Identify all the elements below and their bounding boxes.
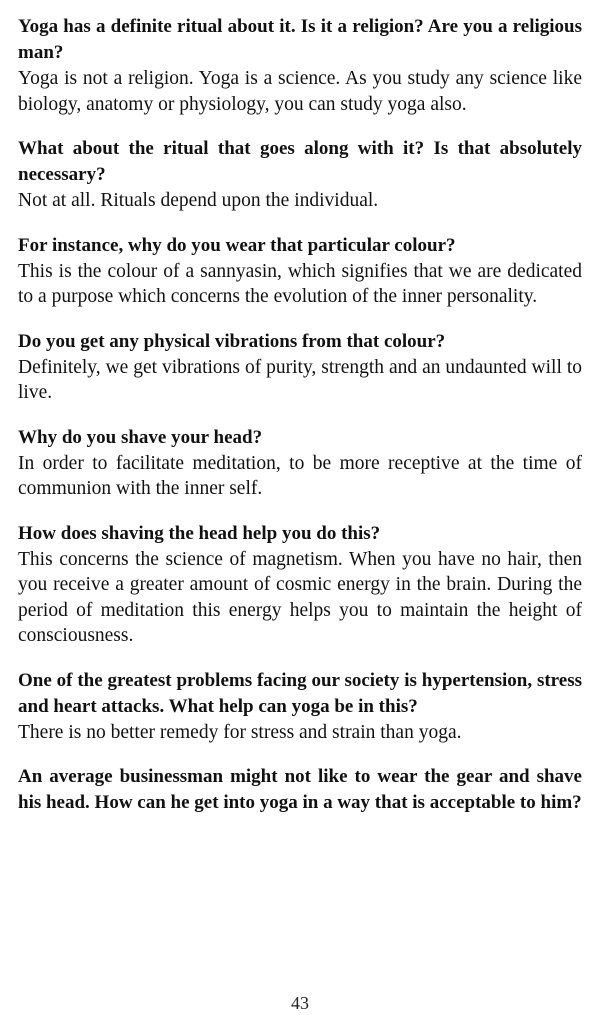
page-number: 43 xyxy=(291,993,309,1013)
question-text: An average businessman might not like to wear the gear and shave his head. How can he get into yoga in a way that is acceptable to him? xyxy=(18,766,582,813)
answer-text: Yoga is not a religion. Yoga is a science. As you study any science like biology, anatomy or physiology, you can study yoga also. xyxy=(18,68,582,115)
qa-block xyxy=(18,668,582,746)
answer-text: Definitely, we get vibrations of purity, strength and an undaunted will to live. xyxy=(18,356,582,403)
qa-block xyxy=(18,521,582,649)
answer-text: There is no better remedy for stress and strain than yoga. xyxy=(18,721,462,743)
qa-block xyxy=(18,425,582,502)
question-text: Do you get any physical vibrations from that colour? xyxy=(18,330,446,352)
answer-text: Not at all. Rituals depend upon the individual. xyxy=(18,190,379,211)
question-text: What about the ritual that goes along with it? Is that absolutely necessary? xyxy=(18,138,582,185)
answer-text: This concerns the science of magnetism. When you have no hair, then you receive a greater amount of cosmic energy in the brain. During the period of meditation this energy helps you to maintain the height of consciousness. xyxy=(18,548,582,646)
qa-block xyxy=(18,233,582,310)
qa-block xyxy=(18,329,582,406)
question-text: For instance, why do you wear that particular colour? xyxy=(18,234,456,256)
question-text: One of the greatest problems facing our society is hypertension, stress and heart attacks. What help can yoga be in this? xyxy=(18,669,582,717)
qa-block xyxy=(18,764,582,816)
qa-block xyxy=(18,14,582,117)
page-body xyxy=(18,14,582,835)
question-text: Yoga has a definite ritual about it. Is it a religion? Are you a religious man? xyxy=(18,16,582,63)
qa-block xyxy=(18,136,582,214)
question-text: Why do you shave your head? xyxy=(18,426,263,448)
answer-text: This is the colour of a sannyasin, which signifies that we are dedicated to a purpose which concerns the evolution of the inner personality. xyxy=(18,260,582,307)
question-text: How does shaving the head help you do this? xyxy=(18,522,381,544)
answer-text: In order to facilitate meditation, to be more receptive at the time of communion with the inner self. xyxy=(18,452,582,499)
